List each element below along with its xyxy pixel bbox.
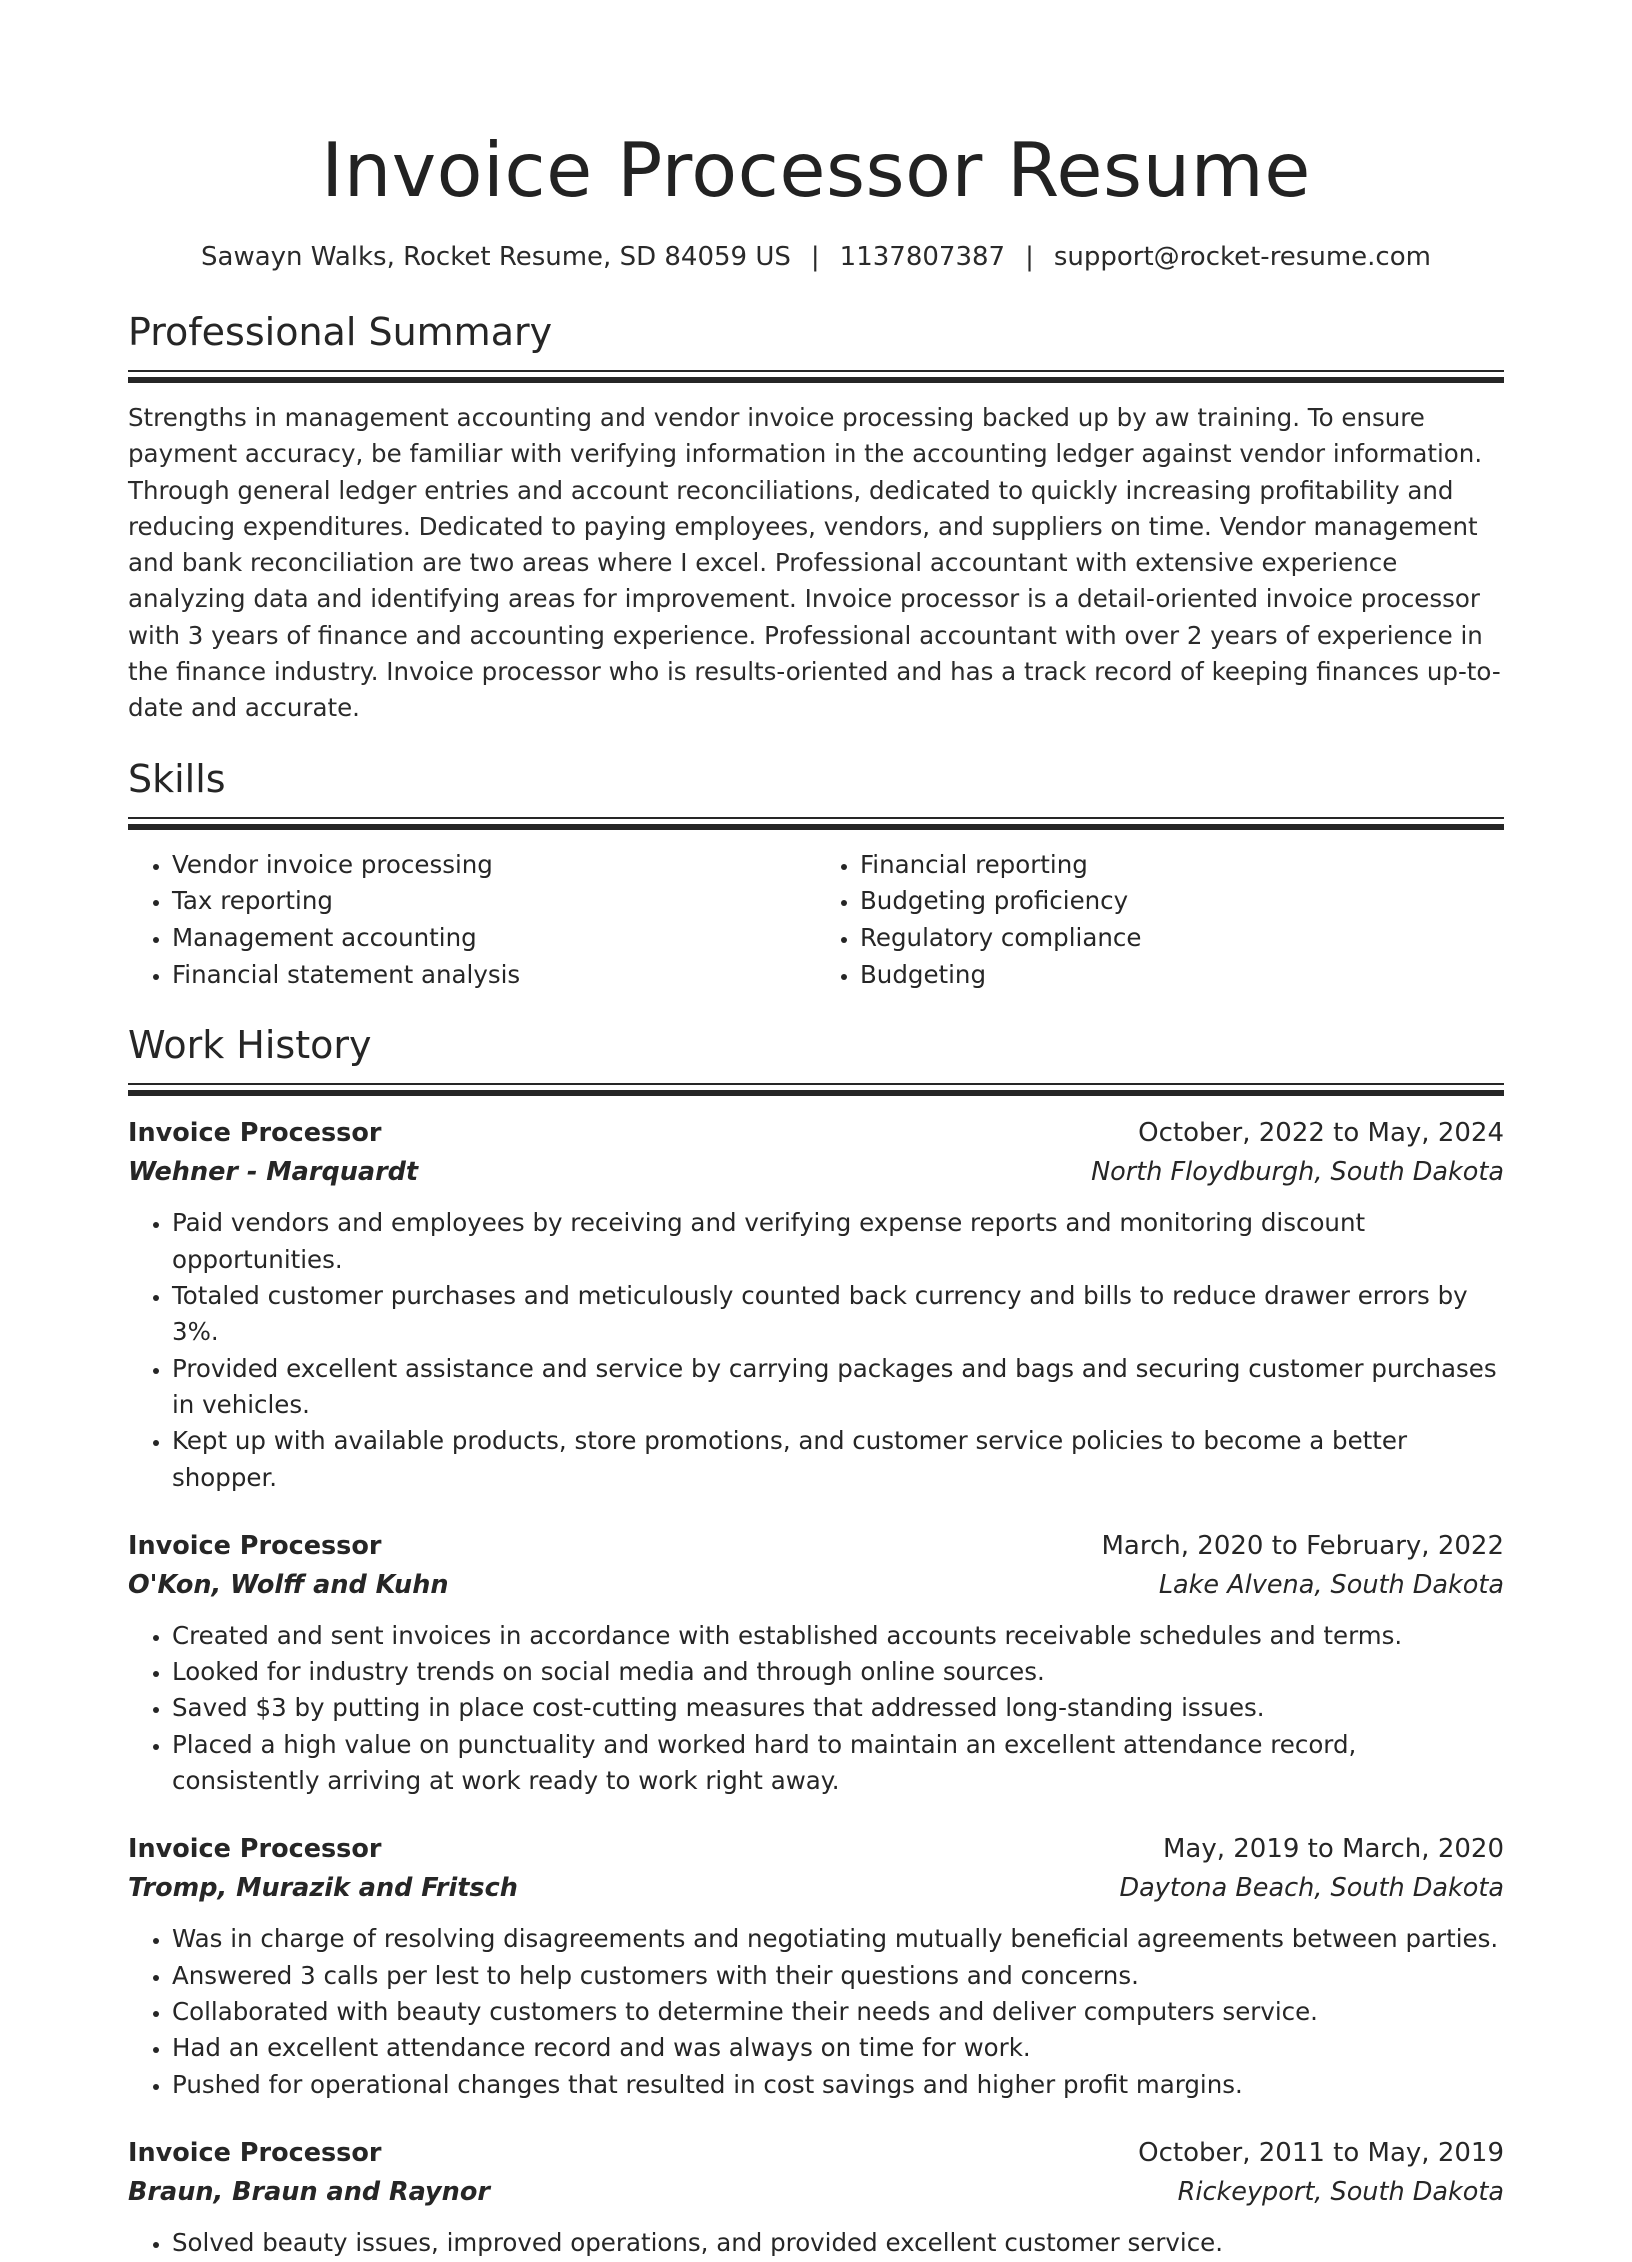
job-entry: [128, 2133, 1504, 2261]
job-bullet: • Kept up with available products, store promotions, and customer service policies to become a better shopper.: [172, 1423, 1504, 1496]
job-company: Wehner - Marquardt: [128, 1157, 419, 1188]
job-bullets: [128, 2225, 1504, 2261]
job-company: Braun, Braun and Raynor: [128, 2176, 490, 2207]
work-history-list: [128, 1113, 1504, 2261]
job-company-row: [128, 2173, 1504, 2211]
job-company-row: [128, 1566, 1504, 1604]
job-bullet: • Solved beauty issues, improved operations, and provided excellent customer service.: [172, 2225, 1504, 2261]
job-bullet: • Pushed for operational changes that resulted in cost savings and higher profit margins.: [172, 2067, 1504, 2103]
job-entry: [128, 1526, 1504, 1799]
job-bullet: • Answered 3 calls per lest to help customers with their questions and concerns.: [172, 1958, 1504, 1994]
job-dates: October, 2011 to May, 2019: [1138, 2137, 1504, 2168]
job-location: North Floydburgh, South Dakota: [1091, 1157, 1504, 1188]
skill-item: • Budgeting proficiency: [860, 883, 1504, 920]
contact-address: Sawayn Walks, Rocket Resume, SD 84059 US: [201, 242, 791, 272]
job-company-row: [128, 1153, 1504, 1191]
page-title: Invoice Processor Resume: [321, 126, 1311, 214]
job-bullets: [128, 1618, 1504, 1799]
job-bullet: • Saved $3 by putting in place cost-cutting measures that addressed long-standing issues.: [172, 1690, 1504, 1726]
job-dates: October, 2022 to May, 2024: [1138, 1118, 1504, 1149]
job-title: Invoice Processor: [128, 1834, 382, 1865]
job-bullets: [128, 1205, 1504, 1495]
job-title: Invoice Processor: [128, 1530, 382, 1561]
skill-item: • Financial reporting: [860, 847, 1504, 884]
job-bullet: • Paid vendors and employees by receiving and verifying expense reports and monitoring discount opportunities.: [172, 1205, 1504, 1278]
skills-list: [128, 847, 1504, 994]
job-header-row: [128, 1113, 1504, 1153]
section-divider: [128, 817, 1504, 831]
contact-phone: 1137807387: [839, 242, 1006, 272]
job-location: Rickeyport, South Dakota: [1177, 2176, 1504, 2207]
section-divider: [128, 370, 1504, 384]
skills-column-left: [128, 847, 816, 994]
job-bullet: • Provided excellent assistance and service by carrying packages and bags and securing customer purchases in vehicles.: [172, 1351, 1504, 1424]
resume-page: [128, 0, 1504, 2261]
job-location: Lake Alvena, South Dakota: [1158, 1569, 1504, 1600]
skill-item: • Tax reporting: [172, 883, 816, 920]
skills-heading: Skills: [128, 756, 226, 801]
job-dates: March, 2020 to February, 2022: [1101, 1530, 1504, 1561]
job-bullet: • Looked for industry trends on social media and through online sources.: [172, 1654, 1504, 1690]
job-bullet: • Was in charge of resolving disagreements and negotiating mutually beneficial agreements between parties.: [172, 1921, 1504, 1957]
job-company: Tromp, Murazik and Fritsch: [128, 1873, 518, 1904]
job-bullet: • Collaborated with beauty customers to determine their needs and deliver computers service.: [172, 1994, 1504, 2030]
job-bullet: • Had an excellent attendance record and was always on time for work.: [172, 2030, 1504, 2066]
job-header-row: [128, 1526, 1504, 1566]
contact-separator: |: [1025, 242, 1034, 272]
skill-item: • Budgeting: [860, 957, 1504, 994]
job-bullet: • Totaled customer purchases and meticulously counted back currency and bills to reduce drawer errors by 3%.: [172, 1278, 1504, 1351]
job-title: Invoice Processor: [128, 2137, 382, 2168]
contact-email: support@rocket-resume.com: [1053, 242, 1431, 272]
job-company: O'Kon, Wolff and Kuhn: [128, 1569, 449, 1600]
work-history-heading: Work History: [128, 1023, 372, 1068]
job-entry: [128, 1113, 1504, 1495]
job-header-row: [128, 1829, 1504, 1869]
section-divider: [128, 1083, 1504, 1097]
skill-item: • Vendor invoice processing: [172, 847, 816, 884]
job-title: Invoice Processor: [128, 1118, 382, 1149]
job-dates: May, 2019 to March, 2020: [1162, 1834, 1504, 1865]
job-location: Daytona Beach, South Dakota: [1119, 1873, 1504, 1904]
contact-line: [128, 238, 1504, 276]
summary-text: Strengths in management accounting and vendor invoice processing backed up by aw training. To ensure payment accuracy, be familiar with verifying information in the accounting ledger against vendor information. Through general ledger entries and account reconciliations, dedicated to quickly increasing profitability and reducing expenditures. Dedicated to paying employees, vendors, and suppliers on time. Vendor management and bank reconciliation are two areas where I excel. Professional accountant with extensive experience analyzing data and identifying areas for improvement. Invoice processor is a detail-oriented invoice processor with 3 years of finance and accounting experience. Professional accountant with over 2 years of experience in the finance industry. Invoice processor who is results-oriented and has a track record of keeping finances up-to-date and accurate.: [128, 403, 1501, 723]
job-bullet: • Placed a high value on punctuality and worked hard to maintain an excellent attendance record, consistently arriving at work ready to work right away.: [172, 1727, 1504, 1800]
job-header-row: [128, 2133, 1504, 2173]
job-entry: [128, 1829, 1504, 2102]
skill-item: • Financial statement analysis: [172, 957, 816, 994]
skill-item: • Management accounting: [172, 920, 816, 957]
contact-separator: |: [810, 242, 820, 272]
job-bullet: • Created and sent invoices in accordance with established accounts receivable schedules and terms.: [172, 1618, 1504, 1654]
job-company-row: [128, 1869, 1504, 1907]
summary-heading: Professional Summary: [128, 310, 553, 354]
skill-item: • Regulatory compliance: [860, 920, 1504, 957]
skills-column-right: [816, 847, 1504, 994]
job-bullets: [128, 1921, 1504, 2102]
